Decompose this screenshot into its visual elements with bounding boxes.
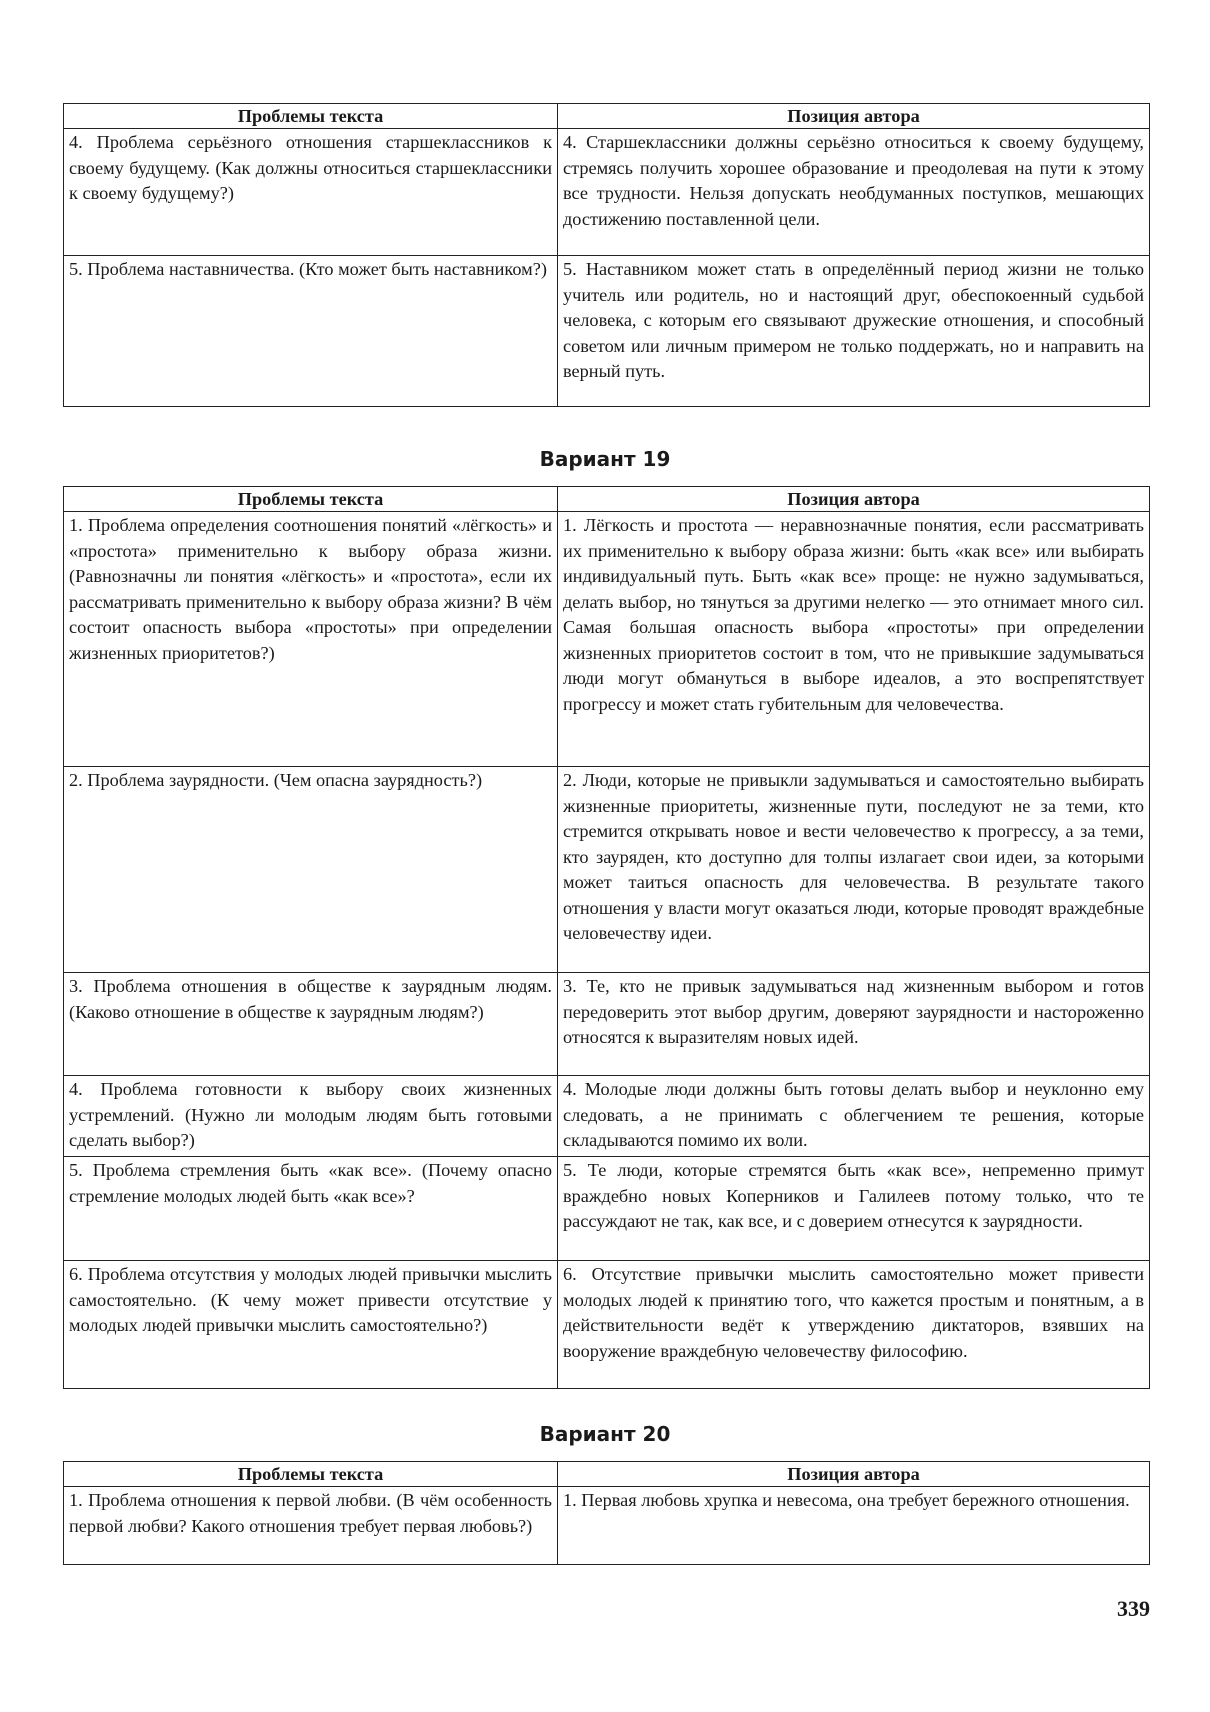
- table-header-row: [64, 1462, 1150, 1487]
- table-row: [64, 256, 1150, 407]
- variant-19-title: Вариант 19: [539, 447, 671, 471]
- problem-cell: 4. Проблема готовности к выбору своих жизненных устремлений. (Нужно ли молодым людям быть готовыми сделать выбор?): [64, 1076, 558, 1157]
- table-row: [64, 129, 1150, 256]
- problem-cell: 1. Проблема отношения к первой любви. (В чём особенность первой любви? Какого отношения требует первая любовь?): [64, 1487, 558, 1565]
- position-cell: 4. Молодые люди должны быть готовы делать выбор и неуклонно ему следовать, а не принимать с облегчением те решения, которые складываются помимо их воли.: [558, 1076, 1150, 1157]
- variant-20-title: Вариант 20: [539, 1422, 671, 1446]
- page-number: 339: [1117, 1596, 1150, 1621]
- table-row: [64, 512, 1150, 767]
- table-variant-20: [63, 1461, 1150, 1565]
- table-row: [64, 1157, 1150, 1261]
- problem-cell: 3. Проблема отношения в обществе к заурядным людям. (Каково отношение в обществе к заурядным людям?): [64, 973, 558, 1076]
- position-cell: 3. Те, кто не привык задумываться над жизненным выбором и готов передоверить этот выбор другим, доверяют заурядности и настороженно относятся к выразителям новых идей.: [558, 973, 1150, 1076]
- table-header-row: [64, 487, 1150, 512]
- header-position: Позиция автора: [558, 1462, 1150, 1487]
- problem-cell: 6. Проблема отсутствия у молодых людей привычки мыслить самостоятельно. (К чему может привести отсутствие у молодых людей привычки мыслить самостоятельно?): [64, 1261, 558, 1389]
- position-cell: 5. Те люди, которые стремятся быть «как все», непременно примут враждебно новых Коперников и Галилеев потому только, что те рассуждают не так, как все, и с доверием отнесутся к заурядности.: [558, 1157, 1150, 1261]
- position-cell: 1. Лёгкость и простота — неравнозначные понятия, если рассматривать их применительно к выбору образа жизни: быть «как все» или выбирать индивидуальный путь. Быть «как все» проще: не нужно задумываться, делать выбор, но тянуться за другими нелегко — это отнимает много сил. Самая большая опасность выбора «простоты» при определении жизненных приоритетов состоит в том, что не привыкшие задумываться люди могут обмануться в выборе идеалов, а это воспрепятствует прогрессу и может стать губительным для человечества.: [558, 512, 1150, 767]
- problem-cell: 2. Проблема заурядности. (Чем опасна заурядность?): [64, 767, 558, 973]
- header-problems: Проблемы текста: [64, 104, 558, 129]
- header-problems: Проблемы текста: [64, 487, 558, 512]
- header-problems: Проблемы текста: [64, 1462, 558, 1487]
- problem-cell: 5. Проблема наставничества. (Кто может быть наставником?): [64, 256, 558, 407]
- problem-cell: 4. Проблема серьёзного отношения старшеклассников к своему будущему. (Как должны относиться старшеклассники к своему будущему?): [64, 129, 558, 256]
- table-row: [64, 767, 1150, 973]
- header-position: Позиция автора: [558, 104, 1150, 129]
- table-continuation: [63, 103, 1150, 407]
- table-row: [64, 1487, 1150, 1565]
- table-variant-19: [63, 486, 1150, 1389]
- position-cell: 4. Старшеклассники должны серьёзно относиться к своему будущему, стремясь получить хорошее образование и преодолевая на пути к этому все трудности. Нельзя допускать необдуманных поступков, мешающих достижению поставленной цели.: [558, 129, 1150, 256]
- problem-cell: 1. Проблема определения соотношения понятий «лёгкость» и «простота» применительно к выбору образа жизни. (Равнозначны ли понятия «лёгкость» и «простота», если их рассматривать применительно к выбору образа жизни? В чём состоит опасность выбора «простоты» при определении жизненных приоритетов?): [64, 512, 558, 767]
- position-cell: 1. Первая любовь хрупка и невесома, она требует бережного отношения.: [558, 1487, 1150, 1565]
- problem-cell: 5. Проблема стремления быть «как все». (Почему опасно стремление молодых людей быть «как все»?: [64, 1157, 558, 1261]
- position-cell: 6. Отсутствие привычки мыслить самостоятельно может привести молодых людей к принятию того, что кажется простым и понятным, а в действительности ведёт к утверждению диктаторов, взявших на вооружение враждебную человечеству философию.: [558, 1261, 1150, 1389]
- table-header-row: [64, 104, 1150, 129]
- position-cell: 5. Наставником может стать в определённый период жизни не только учитель или родитель, но и настоящий друг, обеспокоенный судьбой человека, с которым его связывают дружеские отношения, и способный советом или личным примером не только поддержать, но и направить на верный путь.: [558, 256, 1150, 407]
- table-row: [64, 1261, 1150, 1389]
- table-row: [64, 1076, 1150, 1157]
- table-row: [64, 973, 1150, 1076]
- header-position: Позиция автора: [558, 487, 1150, 512]
- position-cell: 2. Люди, которые не привыкли задумываться и самостоятельно выбирать жизненные приоритеты, жизненные пути, последуют не за теми, кто стремится открывать новое и вести человечество к прогрессу, а за теми, кто зауряден, кто доступно для толпы излагает свои идеи, за которыми может таиться опасность для человечества. В результате такого отношения у власти могут оказаться люди, которые проводят враждебные человечеству идеи.: [558, 767, 1150, 973]
